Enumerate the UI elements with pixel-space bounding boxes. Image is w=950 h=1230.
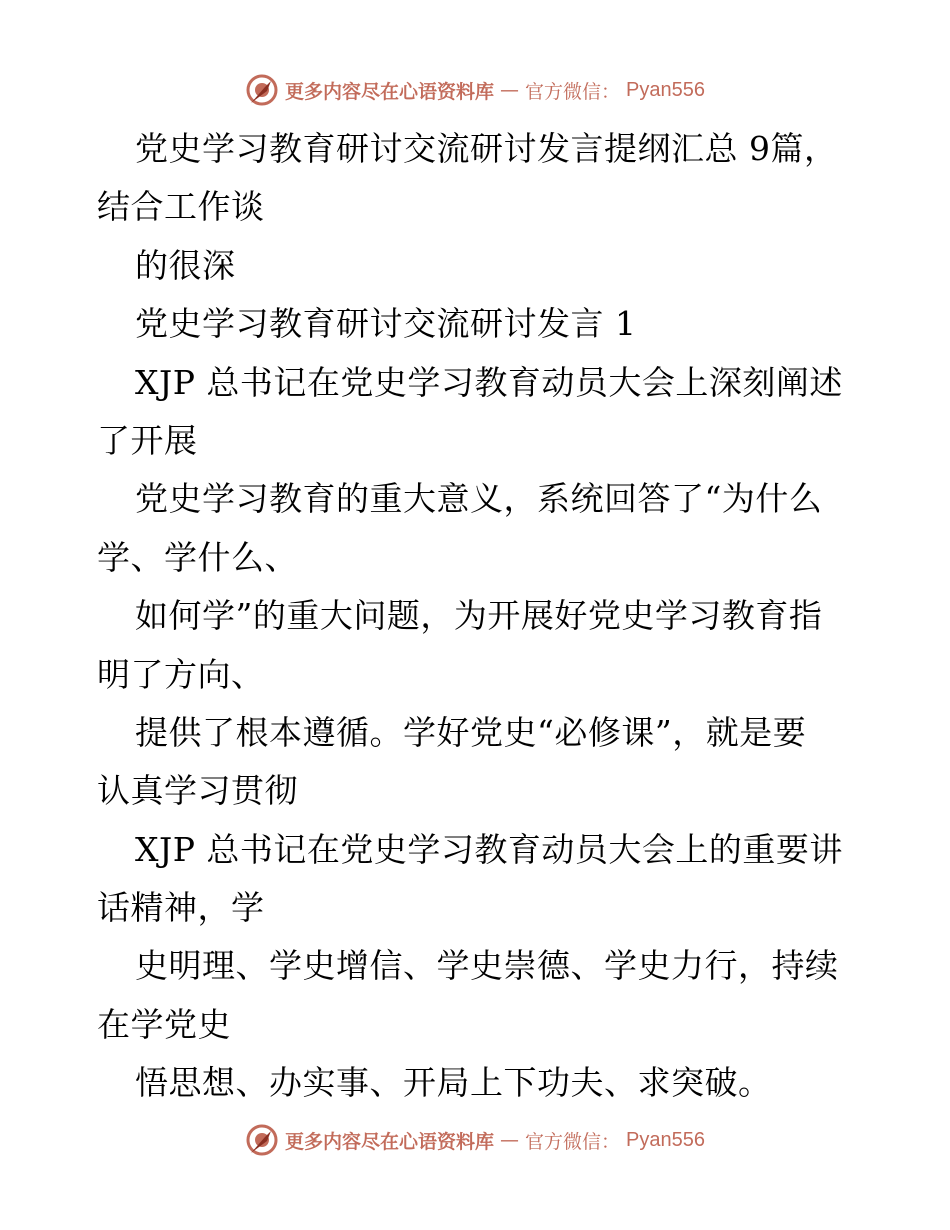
quill-logo-icon: [245, 73, 279, 107]
text-line: 如何学”的重大问题，为开展好党史学习教育指: [135, 596, 823, 636]
text-line: 悟思想、办实事、开局上下功夫、求突破。: [135, 1063, 772, 1103]
text-line: XJP 总书记在党史学习教育动员大会上的重要讲: [135, 829, 843, 869]
text-line: 党史学习教育的重大意义，系统回答了“为什么: [135, 479, 823, 519]
document-body: [97, 120, 857, 1113]
text-line: 话精神，学: [97, 888, 265, 928]
text-line: 学、学什么、: [97, 537, 298, 577]
footer-watermark: [0, 1120, 950, 1160]
text-line: 党史学习教育研讨交流研讨发言 1: [135, 304, 637, 344]
text-line: 了开展: [97, 420, 198, 460]
text-line: 党史学习教育研讨交流研讨发言提纲汇总 9篇，: [135, 129, 838, 168]
text-line: 明了方向、: [97, 654, 265, 694]
text-line: 提供了根本遵循。学好党史“必修课”，就是要: [135, 712, 807, 752]
watermark-site-text: 更多内容尽在心语资料库: [285, 80, 495, 103]
watermark-wechat-id: Pyan556: [626, 78, 705, 101]
watermark-official-label: 官方微信：: [525, 80, 621, 103]
text-line: 结合工作谈: [97, 187, 265, 227]
text-line: 在学党史: [97, 1004, 231, 1044]
watermark-separator: —: [500, 1129, 520, 1151]
text-line: 的很深: [135, 245, 236, 285]
quill-logo-icon: [245, 1123, 279, 1157]
header-watermark: [0, 70, 950, 110]
text-line: XJP 总书记在党史学习教育动员大会上深刻阐述: [135, 362, 843, 402]
text-line: 认真学习贯彻: [97, 771, 298, 811]
watermark-official-label: 官方微信：: [525, 1130, 621, 1153]
watermark-separator: —: [500, 79, 520, 101]
watermark-site-text: 更多内容尽在心语资料库: [285, 1130, 495, 1153]
watermark-wechat-id: Pyan556: [626, 1128, 705, 1151]
text-line: 史明理、学史增信、学史崇德、学史力行，持续: [135, 946, 839, 986]
